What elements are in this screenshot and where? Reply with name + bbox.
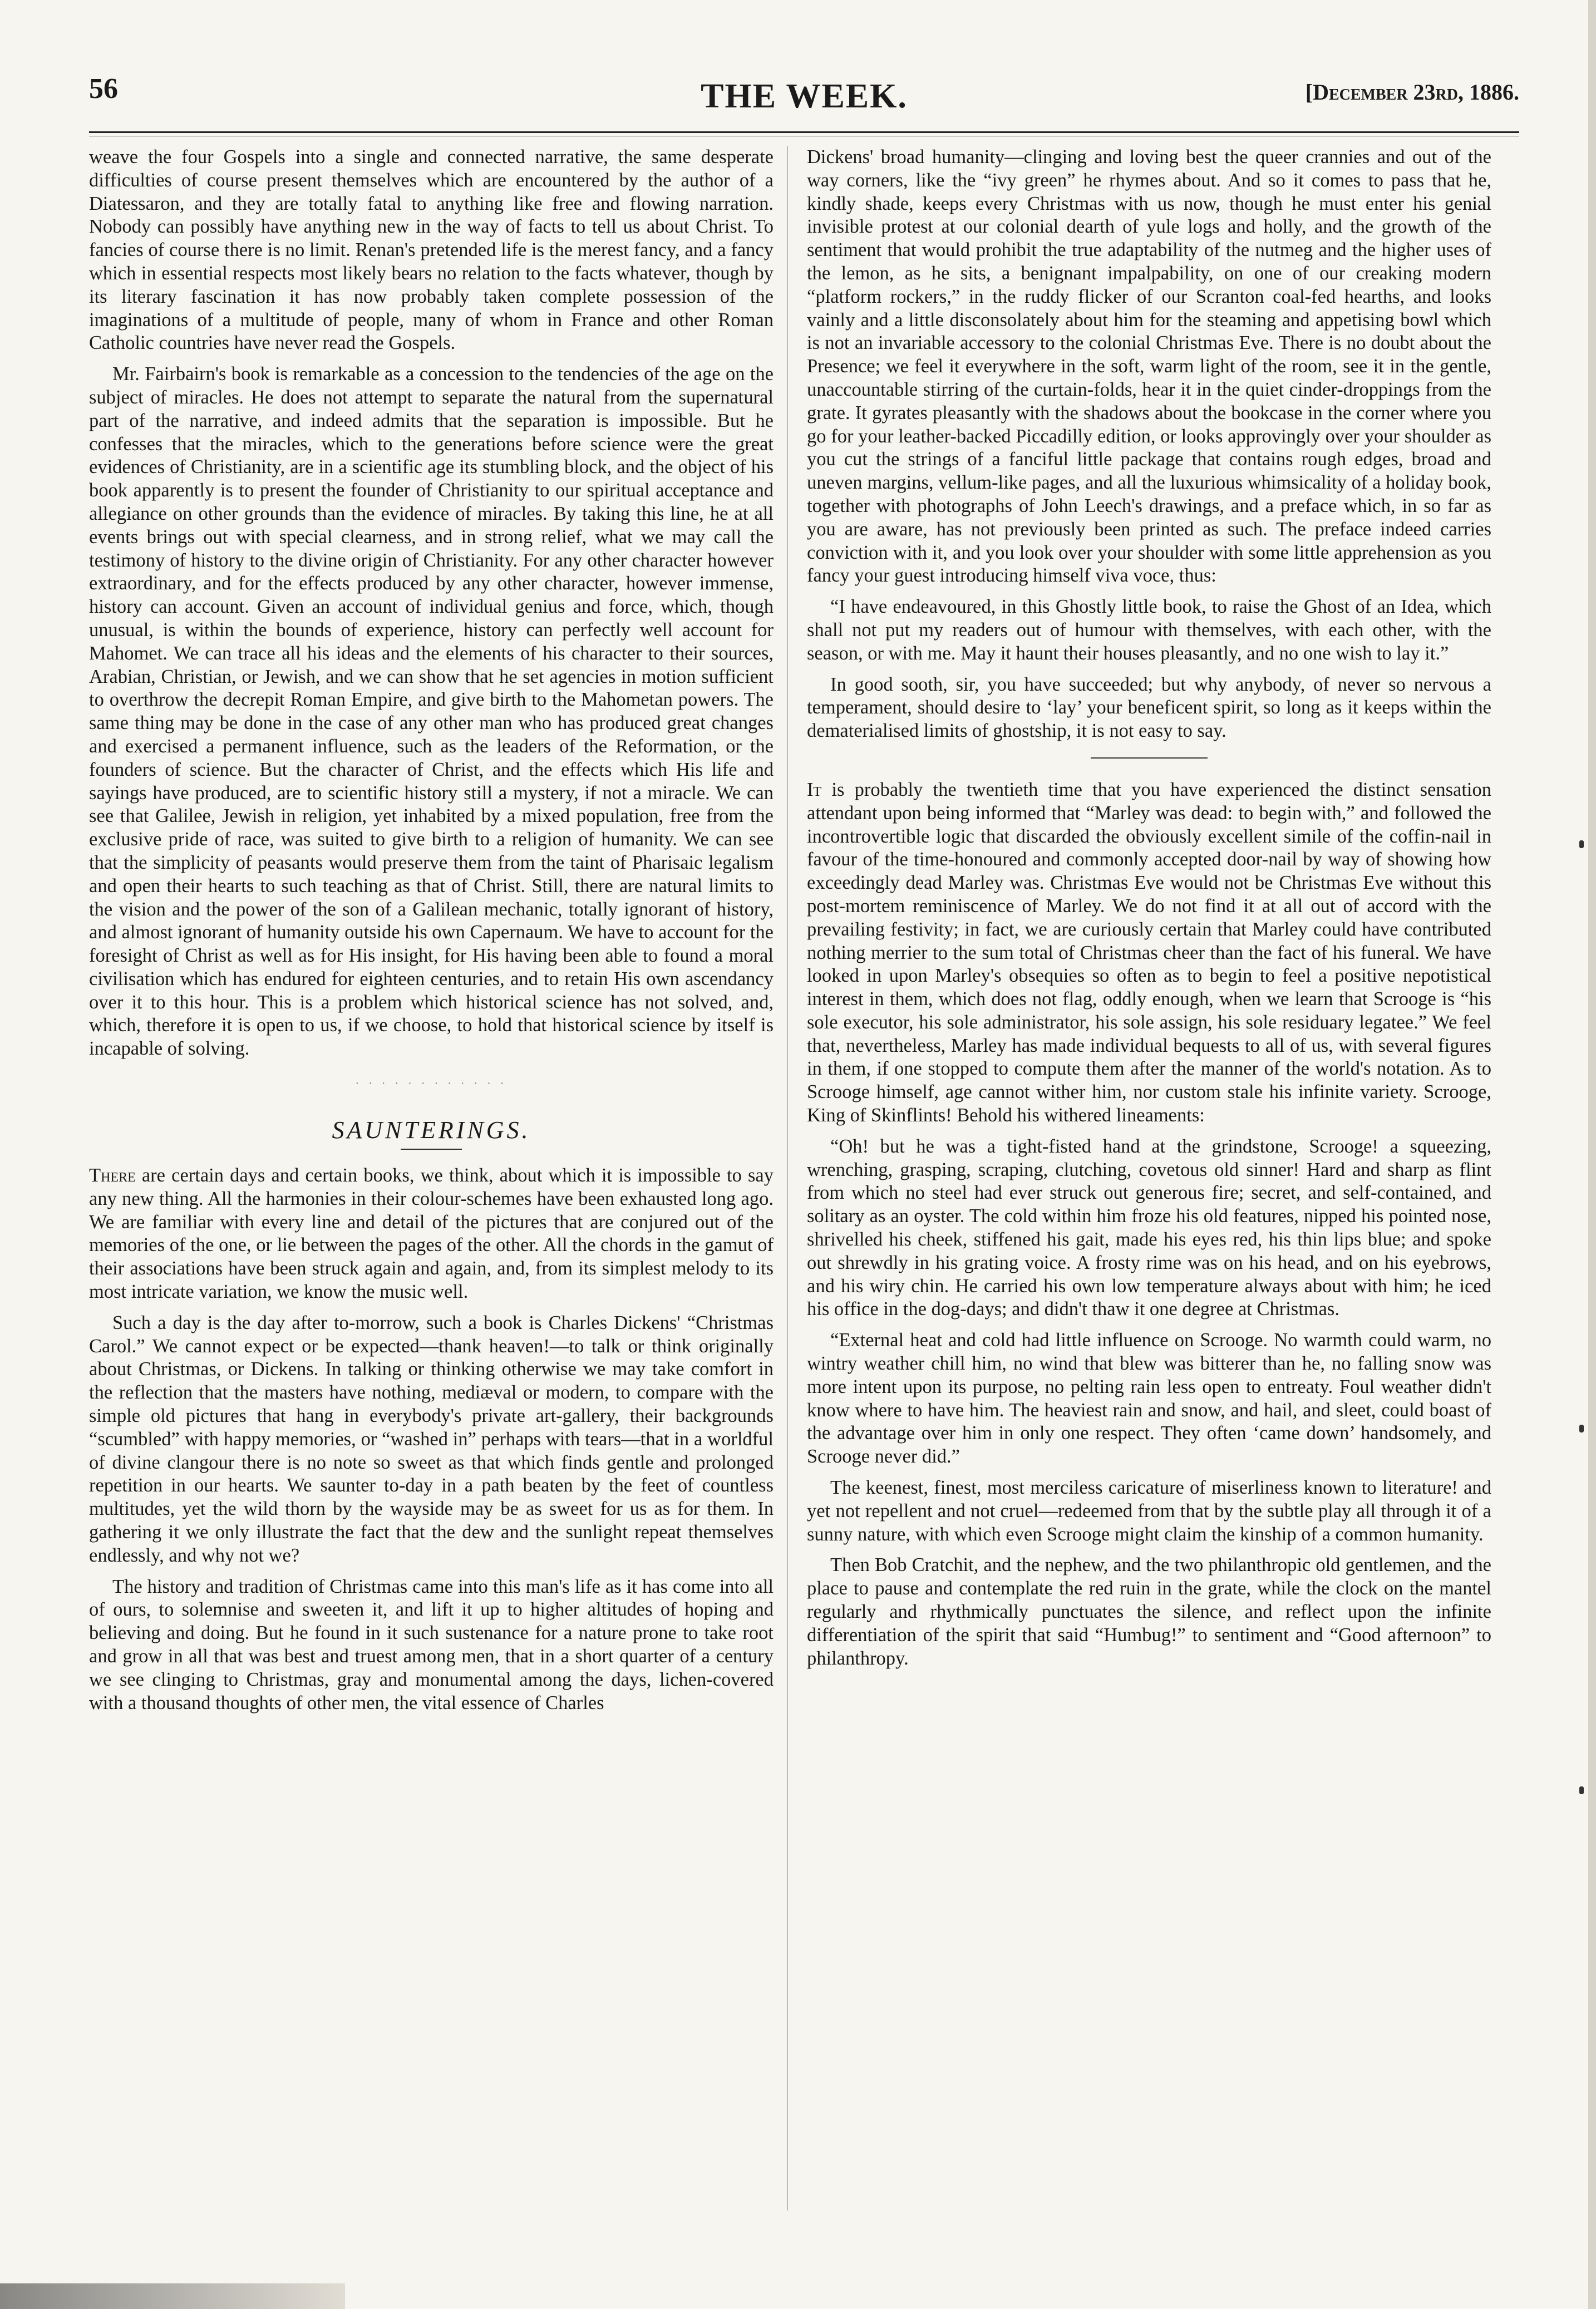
right-paragraph-text: is probably the twentieth time that you have experienced the distinct sensation attendant upon being informed that “Marley was dead: to begin with,” and followed the incontrovertible logic that discarded the obviously excellent simile of the coffin-nail in favour of the time-honoured and commonly accepted door-nail by way of showing how exceedingly dead Marley was. Christmas Eve would not be Christmas Eve without this post-mortem reminiscence of Marley. We do not find it at all out of accord with the prevailing festivity; in fact, we are curiously certain that Marley could have contributed nothing merrier to the sum total of Christmas cheer than the fact of his funeral. We have looked in upon Marley's obsequies so often as to begin to feel a positive nepotistical interest in them, which does not flag, oddly enough, when we learn that Scrooge is “his sole executor, his sole administrator, his sole assign, his sole residuary legatee.” We feel that, nevertheless, Marley has made individual bequests to all of us, with several figures in them, if one stopped to compute them after the manner of the world's notation. As to Scrooge himself, age cannot wither him, nor custom stale his infinite variety. Scrooge, King of Skinflints! Behold his withered lineaments: [807,779,1491,1126]
page-header [89,67,1519,128]
section-paragraph: Such a day is the day after to-morrow, such a book is Charles Dickens' “Christmas Carol.” We cannot expect or be expected—thank heaven!—to talk or think originally about Christmas, or Dickens. In talking or thinking otherwise we may take comfort in the reflection that the masters have nothing, mediæval or modern, to compare with the simple old pictures that hang in everybody's private art-gallery, their backgrounds “scumbled” with happy memories, or “washed in” perhaps with tears—that in a worldful of divine clangour there is no note so sweet as that which finds gentle and prolonged repetition in our hearts. We saunter to-day in a path beaten by the feet of countless multitudes, yet the wild thorn by the wayside may be as sweet for us as for them. In gathering it we only illustrate the fact that the dew and the sunlight repeat themselves endlessly, and why not we? [89,1312,774,1566]
issue-date-text: [December 23rd, 1886. [1305,80,1519,105]
section-paragraph-lead: There [89,1165,136,1186]
issue-date [1306,79,1519,105]
section-title: SAUNTERINGS. [332,1116,531,1144]
right-paragraph: Then Bob Cratchit, and the nephew, and the two philanthropic old gentlemen, and the place to pause and contemplate the red ruin in the grate, while the clock on the mantel regularly and rhythmically punctuates the silence, and reflect upon the infinite differentiation of the spirit that said “Humbug!” to sentiment and “Good afternoon” to philanthropy. [807,1554,1491,1669]
margin-mark [1579,1786,1584,1794]
section-paragraph: The history and tradition of Christmas came into this man's life as it has come into all of ours, to solemnise and sweeten it, and lift it up to higher altitudes of hoping and believing and doing. But he found in it such sustenance for a nature prone to take root and grow in all that was best and truest among men, that in a short quarter of a century we see clinging to Christmas, gray and monumental among the days, lichen-covered with a thousand thoughts of other men, the vital essence of Charles [89,1576,774,1714]
quotation-paragraph: “I have endeavoured, in this Ghostly little book, to raise the Ghost of an Idea, which shall not put my readers out of humour with themselves, with each other, with the season, or with me. May it haunt their houses pleasantly, and no one wish to lay it.” [807,596,1491,664]
right-paragraph-lead: It [807,779,822,800]
scan-shadow [0,2283,345,2309]
section-paragraph [89,1164,774,1304]
left-column [89,146,774,1722]
right-paragraph: In good sooth, sir, you have succeeded; but why anybody, of never so nervous a temperament, should desire to ‘lay’ your beneficent spirit, so long as it keeps within the dematerialised limits of ghostship, it is not easy to say. [807,673,1491,742]
right-paragraph: Dickens' broad humanity—clinging and loving best the queer crannies and out of the way corners, like the “ivy green” he rhymes about. And so it comes to pass that he, kindly shade, keeps every Christmas with us now, though he must enter his genial invisible protest at our colonial dearth of yule logs and holly, and the growth of the sentiment that would prohibit the true adaptability of the nutmeg and the higher uses of the lemon, as he sits, a benignant impalpability, on one of our creaking modern “platform rockers,” in the ruddy flicker of our Scranton coal-fed hearths, and looks vainly and a little disconsolately about him for the steaming and appetising bowl which is not an invariable accessory to the colonial Christmas Eve. There is no doubt about the Presence; we feel it everywhere in the soft, warm light of the room, see it in the gentle, unaccountable stirring of the curtain-folds, hear it in the quiet cinder-droppings from the grate. It gyrates pleasantly with the shadows about the bookcase in the corner where you go for your leather-backed Piccadilly edition, or looks approvingly over your shoulder as you cut the strings of a fanciful little package that contains rough edges, broad and uneven margins, vellum-like pages, and all the luxurious whimsicality of a holiday book, together with photographs of John Leech's drawings, and a preface which, in so far as you are aware, has not previously been printed as such. The preface indeed carries conviction with it, and you look over your shoulder with some little apprehension as you fancy your guest introducing himself viva voce, thus: [807,146,1491,587]
section-title-rule [401,1149,462,1150]
quotation-paragraph: “Oh! but he was a tight-fisted hand at the grindstone, Scrooge! a squeezing, wrenching, grasping, scraping, clutching, covetous old sinner! Hard and sharp as flint from which no steel had ever struck out generous fire; secret, and self-contained, and solitary as an oyster. The cold within him froze his old features, nipped his pointed nose, shrivelled his cheek, stiffened his gait, made his eyes red, his thin lips blue; and spoke out shrewdly in his grating voice. A frosty rime was on his head, and on his eyebrows, and his wiry chin. He carried his own low temperature always about with him; he iced his office in the dog-days; and didn't thaw it one degree at Christmas. [807,1135,1491,1320]
section-paragraph-text: are certain days and certain books, we think, about which it is impossible to say any new thing. All the harmonies in their colour-schemes have been exhausted long ago. We are familiar with every line and detail of the pictures that are conjured out of the memories of the one, or lie between the pages of the other. All the chords in the gamut of their associations have been struck again and again, and, from its simplest melody to its most intricate variation, we know the music well. [89,1165,774,1303]
section-separator-dots: · · · · · · · · · · · · [355,1077,508,1090]
right-paragraph: The keenest, finest, most merciless caricature of miserliness known to literature! and yet not repellent and not cruel—redeemed from that by the subtle play all through it of a sunny nature, with which even Scrooge might claim the kinship of a common humanity. [807,1477,1491,1545]
right-paragraph [807,779,1491,1128]
quotation-paragraph: “External heat and cold had little influence on Scrooge. No warmth could warm, no wintry weather chill him, no wind that blew was bitterer than he, no falling snow was more intent upon its purpose, no pelting rain less open to entreaty. Foul weather didn't know where to have him. The heaviest rain and snow, and hail, and sleet, could boast of the advantage over him in only one respect. They often ‘came down’ handsomely, and Scrooge never did.” [807,1330,1491,1468]
left-paragraph: weave the four Gospels into a single and connected narrative, the same desperate difficulties of course present themselves which are encountered by the author of a Diatessaron, and they are totally fatal to anything like free and flowing narration. Nobody can possibly have anything new in the way of facts to tell us about Christ. To fancies of course there is no limit. Renan's pretended life is the merest fancy, and a fancy which in essential respects most likely bears no relation to the facts whatever, though by its literary fascination it has now probably taken complete possession of the imaginations of a multitude of people, many of whom in France and other Roman Catholic countries have never read the Gospels. [89,146,774,354]
margin-mark [1579,1425,1584,1432]
page-number: 56 [89,73,118,105]
header-rule [89,131,1519,133]
article-separator-rule [1091,757,1208,759]
page-edge [1588,0,1596,2309]
margin-mark [1579,840,1584,848]
right-column [807,146,1491,1678]
left-paragraph: Mr. Fairbairn's book is remarkable as a concession to the tendencies of the age on the subject of miracles. He does not attempt to separate the natural from the supernatural part of the narrative, and indeed admits that the separation is impossible. But he confesses that the miracles, which to the generations before science were the great evidences of Christianity, are in a scientific age its stumbling block, and the object of his book apparently is to present the founder of Christianity to our spiritual acceptance and allegiance on other grounds than the evidence of miracles. By taking this line, he at all events brings out with special clearness, and in strong relief, what we may call the testimony of history to the divine origin of Christianity. For any other character however extraordinary, and for the effects produced by any other character, however immense, history can account. Given an account of individual genius and force, which, though unusual, is within the bounds of experience, history can perfectly well account for Mahomet. We can trace all his ideas and the elements of his character to their sources, Arabian, Christian, or Jewish, and we can show that he set agencies in motion sufficient to overthrow the decrepit Roman Empire, and give birth to the Mahometan powers. The same thing may be done in the case of any other man who has produced great changes and exercised a permanent influence, such as the leaders of the Reformation, or the founders of science. But the character of Christ, and the effects which His life and sayings have produced, are to scientific history still a mystery, if not a miracle. We can see that Galilee, Jewish in religion, yet inhabited by a mixed population, free from the exclusive pride of race, was suited to give birth to a religion of humanity. We can see that the simplicity of peasants would preserve them from the taint of Pharisaic legalism and open their hearts to such teaching as that of Christ. Still, there are natural limits to the vision and the power of the son of a Galilean mechanic, totally ignorant of history, and almost ignorant of humanity outside his own Capernaum. We have to account for the foresight of Christ as well as for His insight, for His having been able to found a moral civilisation which has endured for eighteen centuries, and to retain His own ascendancy over it to this hour. This is a problem which historical science has not solved, and, which, therefore it is open to us, if we choose, to hold that historical science by itself is incapable of solving. [89,363,774,1060]
masthead-title: THE WEEK. [701,77,908,115]
